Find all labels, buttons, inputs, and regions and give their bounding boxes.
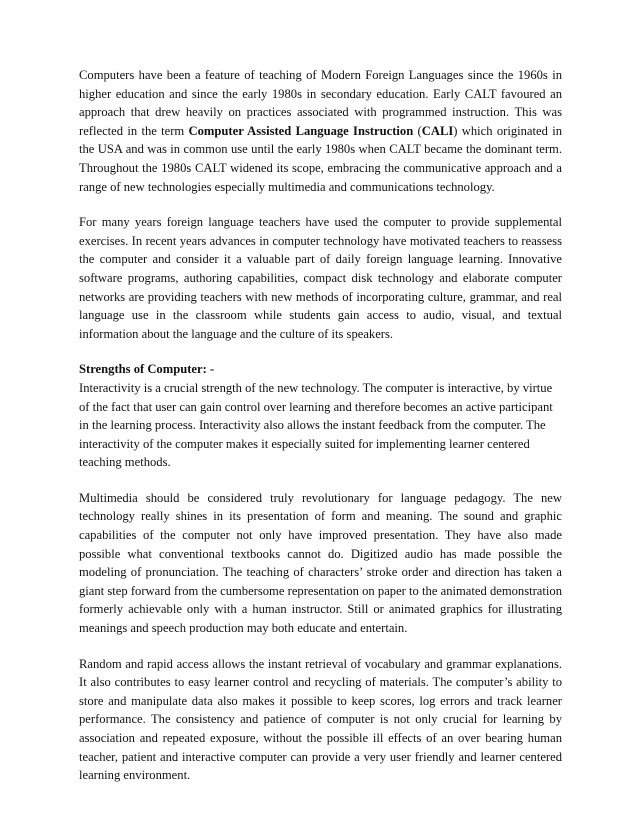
paragraph-multimedia: Multimedia should be considered truly revolutionary for language pedagogy. The new technology really shines in its presentation of form and meaning. The sound and graphic capabilities of the computer not only have improved presentation. They have also made possible what conventional textbooks cannot do. Digitized audio has made possible the modeling of pronunciation. The teaching of characters’ stroke order and direction has taken a giant step forward from the cumbersome representation on paper to the animated demonstration formerly achievable only with a human instructor. Still or animated graphics for illustrating meanings and speech production may both educate and entertain. xyxy=(79,490,562,636)
paragraph-cali-history xyxy=(79,66,562,196)
paragraph-interactivity: Interactivity is a crucial strength of the new technology. The computer is interactive, by virtue of the fact that user can gain control over learning and therefore becomes an active participant in the learning process. Interactivity also allows the instant feedback from the computer. The interactivity of the computer makes it especially suited for implementing learner centered teaching methods. xyxy=(79,380,553,470)
paragraph-supplemental-exercises: For many years foreign language teachers have used the computer to provide supplemental exercises. In recent years advances in computer technology have motivated teachers to reassess the computer and consider it a valuable part of daily foreign language learning. Innovative software programs, authoring capabilities, compact disk technology and elaborate computer networks are providing teachers with new methods of incorporating culture, grammar, and real language use in the classroom while students gain access to audio, visual, and textual information about the language and the culture of its speakers. xyxy=(79,215,562,341)
bold-term-cali: Computer Assisted Language Instruction xyxy=(188,123,414,138)
paragraph-text: Computers have been a feature of teaching of Modern Foreign Languages since the 1960s in higher education and since the early 1980s in secondary education. Early CALT favoured an approach that drew heavily on practices associated with programmed instruction. This was reflected in the term xyxy=(79,68,562,138)
paragraph-random-access: Random and rapid access allows the instant retrieval of vocabulary and grammar explanations. It also contributes to easy learner control and recycling of materials. The computer’s ability to store and manipulate data also makes it possible to keep scores, log errors and track learner performance. The consistency and patience of computer is not only crucial for learning by association and repeated exposure, without the possible ill effects of an over bearing human teacher, patient and interactive computer can provide a very user friendly and learner centered learning environment. xyxy=(79,656,562,783)
paragraph-text: ( xyxy=(413,123,422,138)
section-strengths xyxy=(79,360,562,472)
bold-abbreviation-cali: CALI xyxy=(421,123,454,138)
document-page xyxy=(79,66,562,785)
section-heading-strengths: Strengths of Computer: - xyxy=(79,362,215,377)
paragraph-text: ) which originated in the USA and was in common use until the early 1980s when CALT became the dominant term. Throughout the 1980s CALT widened its scope, embracing the communicative approach and a range of new technologies especially multimedia and communications technology. xyxy=(79,123,562,194)
